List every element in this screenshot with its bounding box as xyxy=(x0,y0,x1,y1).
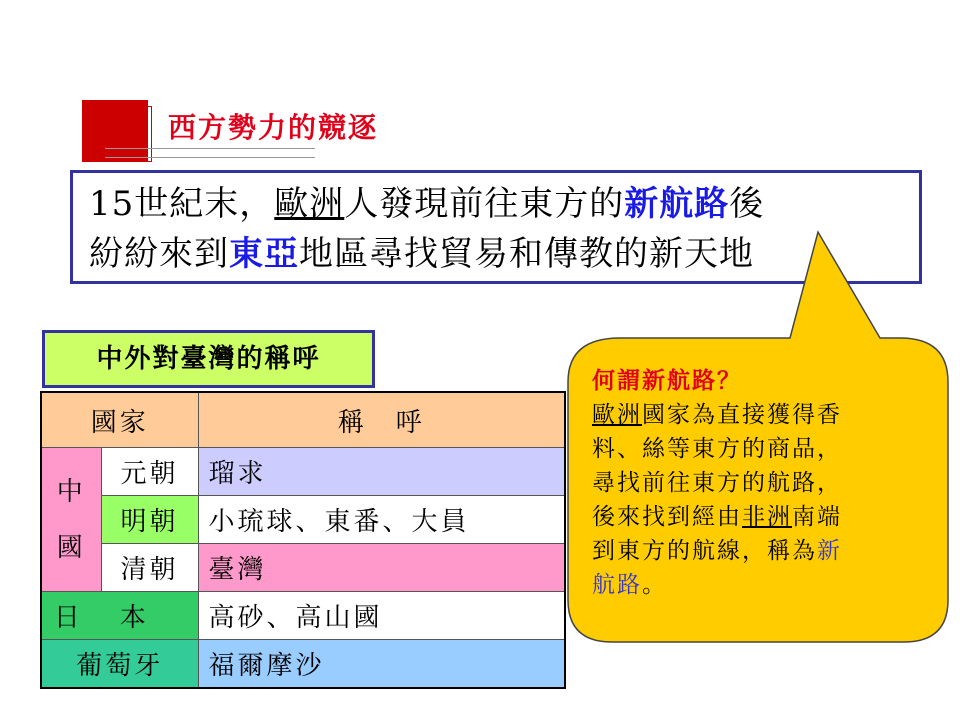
dynasty-cell: 明朝 xyxy=(101,496,198,544)
callout-line-3: 尋找前往東方的航路， xyxy=(592,470,842,496)
china-label: 中國 xyxy=(56,476,86,563)
dynasty-cell: 元朝 xyxy=(101,448,198,496)
slide-title: 西方勢力的競逐 xyxy=(168,111,379,144)
intro-text: 地區尋找貿易和傳教的新天地 xyxy=(299,234,754,274)
callout-text-part: 。 xyxy=(642,572,667,598)
dynasty-cell: 清朝 xyxy=(101,544,198,592)
table-label: 中外對臺灣的稱呼 xyxy=(42,330,375,388)
intro-text: 紛紛來到 xyxy=(89,234,229,274)
name-cell: 小琉球、東番、大員 xyxy=(198,496,565,544)
callout-text-part: 到東方的航線，稱為 xyxy=(592,538,817,564)
name-cell: 瑠求 xyxy=(198,448,565,496)
name-cell: 臺灣 xyxy=(198,544,565,592)
callout-line-6 xyxy=(592,568,922,602)
japan-label: 日本 xyxy=(53,603,186,633)
names-table xyxy=(40,391,566,689)
new-route-term: 航路 xyxy=(592,572,642,598)
callout-text-part: 國家為直接獲得香 xyxy=(642,402,842,428)
callout-line-4 xyxy=(592,500,922,534)
name-cell: 福爾摩沙 xyxy=(198,640,565,689)
europe-term: 歐洲 xyxy=(592,402,642,428)
intro-text: 15世紀末， xyxy=(89,184,275,224)
callout-line-1 xyxy=(592,398,922,432)
intro-text: 人發現前往東方的 xyxy=(344,184,625,224)
callout-line-2: 料、絲等東方的商品， xyxy=(592,436,842,462)
table-row xyxy=(41,592,565,640)
table-row xyxy=(41,544,565,592)
callout-text-part: 南端 xyxy=(792,504,842,530)
country-cell xyxy=(41,592,198,640)
table-row xyxy=(41,640,565,689)
callout-question: 何謂新航路？ xyxy=(592,367,742,394)
china-cell xyxy=(41,448,101,592)
new-route-term: 新航路 xyxy=(624,184,730,224)
callout-line-5 xyxy=(592,534,922,568)
new-route-term: 新 xyxy=(817,538,842,564)
east-asia-term: 東亞 xyxy=(229,234,299,274)
intro-text: 後 xyxy=(729,184,765,224)
header-name: 稱 呼 xyxy=(198,392,565,448)
table-row xyxy=(41,496,565,544)
country-cell: 葡萄牙 xyxy=(41,640,198,689)
header-country: 國家 xyxy=(41,392,198,448)
callout-text xyxy=(592,364,922,602)
table-row xyxy=(41,448,565,496)
callout-text-part: 後來找到經由 xyxy=(592,504,742,530)
europe-term: 歐洲 xyxy=(274,184,345,224)
name-cell: 高砂、高山國 xyxy=(198,592,565,640)
table-header-row xyxy=(41,392,565,448)
africa-term: 非洲 xyxy=(742,504,792,530)
